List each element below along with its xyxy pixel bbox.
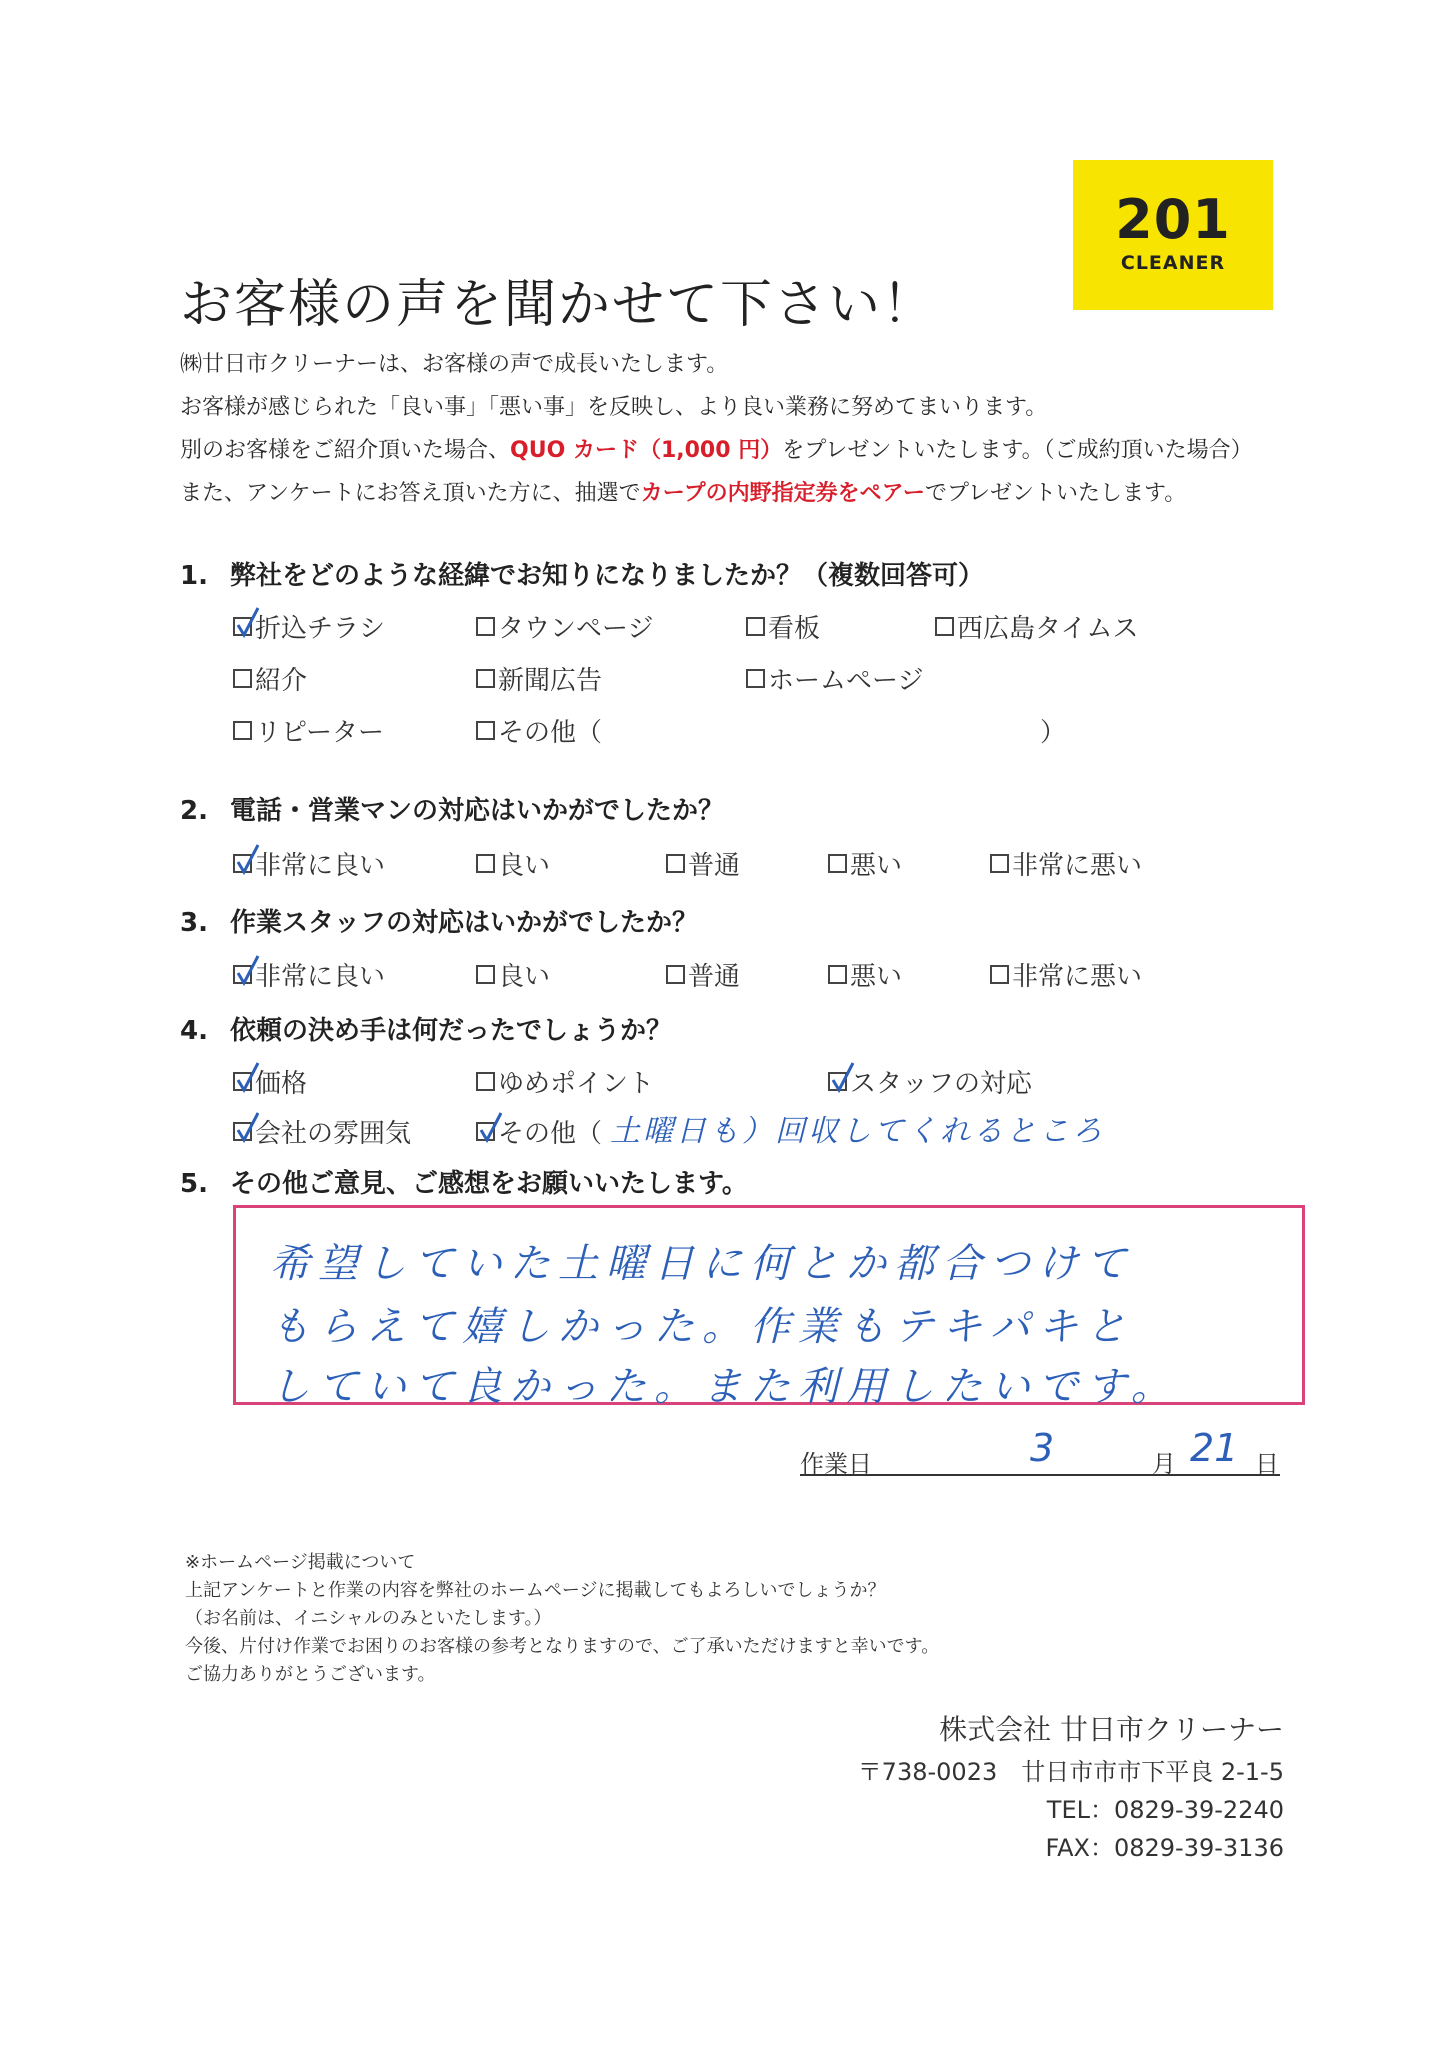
- check-mark-icon: [237, 955, 259, 985]
- checkbox-checked[interactable]: [233, 854, 252, 873]
- company-name: 株式会社 廿日市クリーナー: [939, 1713, 1284, 1746]
- option-label: その他（: [498, 718, 603, 748]
- checkbox-checked[interactable]: [233, 1122, 252, 1141]
- checkbox[interactable]: [666, 854, 685, 873]
- q1-option-shoukai[interactable]: [233, 660, 307, 697]
- option-label: 非常に悪い: [1012, 851, 1143, 881]
- question-5-text: その他ご意見、ご感想をお願いいたします。: [230, 1169, 748, 1199]
- logo-text: CLEANER: [1120, 252, 1226, 274]
- company-tel: TEL：0829-39-2240: [1046, 1796, 1284, 1824]
- q1-option-repeater[interactable]: [233, 712, 384, 749]
- q4-option-price[interactable]: [233, 1063, 307, 1100]
- intro-line-3: [180, 433, 1253, 464]
- q3-option-good[interactable]: [476, 956, 550, 993]
- work-date-label: 作業日: [800, 1450, 872, 1478]
- checkbox[interactable]: [233, 721, 252, 740]
- option-label: 看板: [768, 614, 821, 644]
- page-title: お客様の声を聞かせて下さい！: [180, 275, 937, 335]
- q2-option-bad[interactable]: [828, 845, 902, 882]
- option-label: 悪い: [850, 962, 903, 992]
- checkbox[interactable]: [828, 854, 847, 873]
- intro-line-4-b: でプレゼントいたします。: [924, 481, 1187, 506]
- q1-other-close-paren: ）: [1040, 718, 1067, 748]
- company-address: 〒738-0023 廿日市市市下平良 2-1-5: [857, 1758, 1284, 1786]
- option-label: 普通: [688, 851, 741, 881]
- check-mark-icon: [237, 1112, 259, 1142]
- option-label: 良い: [498, 851, 551, 881]
- question-3-text: 作業スタッフの対応はいかがでしたか？: [230, 908, 699, 938]
- logo-201-cleaner: [1073, 160, 1273, 310]
- option-label: 良い: [498, 962, 551, 992]
- q2-option-good[interactable]: [476, 845, 550, 882]
- q3-option-normal[interactable]: [666, 956, 740, 993]
- checkbox-checked[interactable]: [233, 617, 252, 636]
- q2-option-normal[interactable]: [666, 845, 740, 882]
- option-label: 非常に良い: [255, 962, 386, 992]
- intro-line-4: [180, 476, 1186, 507]
- option-label: 西広島タイムス: [957, 614, 1139, 644]
- q2-option-very-good[interactable]: [233, 845, 385, 882]
- question-1-number: 1.: [180, 561, 208, 591]
- question-3-number: 3.: [180, 908, 208, 938]
- option-label: 紹介: [255, 666, 308, 696]
- check-mark-icon: [480, 1112, 502, 1142]
- q4-option-yume-point[interactable]: [476, 1063, 654, 1100]
- intro-line-3-b: をプレゼントいたします。（ご成約頂いた場合）: [782, 438, 1253, 463]
- intro-line-1: ㈱廿日市クリーナーは、お客様の声で成長いたします。: [180, 352, 729, 377]
- intro-line-2: お客様が感じられた「良い事」「悪い事」を反映し、より良い業務に努めてまいります。: [180, 395, 1048, 420]
- option-label: ホームページ: [768, 666, 924, 696]
- work-date-month-label: 月: [1152, 1450, 1176, 1478]
- q3-option-very-bad[interactable]: [990, 956, 1142, 993]
- option-label: 折込チラシ: [255, 614, 386, 644]
- question-2-text: 電話・営業マンの対応はいかがでしたか？: [230, 796, 725, 826]
- check-mark-icon: [832, 1062, 854, 1092]
- question-4-number: 4.: [180, 1016, 208, 1046]
- note-line-3: （お名前は、イニシャルのみといたします。）: [185, 1608, 552, 1629]
- checkbox[interactable]: [828, 965, 847, 984]
- q3-option-very-good[interactable]: [233, 956, 385, 993]
- note-line-5: ご協力ありがとうございます。: [185, 1664, 436, 1685]
- question-1-text: 弊社をどのような経緯でお知りになりましたか？（複数回答可）: [230, 561, 985, 591]
- option-label: 非常に良い: [255, 851, 386, 881]
- option-label: 会社の雰囲気: [255, 1119, 412, 1149]
- checkbox[interactable]: [990, 965, 1009, 984]
- option-label: 価格: [255, 1069, 308, 1099]
- comment-line-1: 希望していた土曜日に何とか都合つけて: [270, 1241, 1134, 1287]
- question-4: [180, 1010, 672, 1047]
- carp-ticket-offer: カープの内野指定券をペアー: [640, 481, 925, 506]
- question-1: [180, 555, 984, 592]
- checkbox[interactable]: [746, 617, 765, 636]
- checkbox[interactable]: [476, 1072, 495, 1091]
- option-label: 非常に悪い: [1012, 962, 1143, 992]
- option-label: ゆめポイント: [498, 1069, 655, 1099]
- note-line-2: 上記アンケートと作業の内容を弊社のホームページに掲載してもよろしいでしょうか？: [185, 1580, 886, 1601]
- q1-option-kanban[interactable]: [746, 608, 820, 645]
- note-line-1: ※ホームページ掲載について: [185, 1552, 416, 1573]
- check-mark-icon: [237, 607, 259, 637]
- checkbox[interactable]: [746, 669, 765, 688]
- q1-option-townpage[interactable]: [476, 608, 653, 645]
- logo-number: 201: [1115, 188, 1231, 251]
- checkbox-checked[interactable]: [233, 965, 252, 984]
- checkbox[interactable]: [476, 721, 495, 740]
- checkbox-checked[interactable]: [828, 1072, 847, 1091]
- checkbox[interactable]: [476, 854, 495, 873]
- q1-option-orikomi[interactable]: [233, 608, 385, 645]
- q4-option-atmosphere[interactable]: [233, 1113, 411, 1150]
- work-date-day-label: 日: [1255, 1450, 1279, 1478]
- checkbox[interactable]: [476, 669, 495, 688]
- option-label: 新聞広告: [498, 666, 603, 696]
- question-3: [180, 902, 698, 939]
- comment-line-2: もらえて嬉しかった。作業もテキパキと: [270, 1304, 1134, 1350]
- q3-option-bad[interactable]: [828, 956, 902, 993]
- checkbox[interactable]: [476, 617, 495, 636]
- q4-option-staff[interactable]: [828, 1063, 1032, 1100]
- q4-other-handwritten-answer: 土曜日も）回収してくれるところ: [610, 1114, 1105, 1149]
- question-4-text: 依頼の決め手は何だったでしょうか？: [230, 1016, 673, 1046]
- option-label: タウンページ: [498, 614, 654, 644]
- option-label: 悪い: [850, 851, 903, 881]
- checkbox-checked[interactable]: [476, 1122, 495, 1141]
- question-2: [180, 790, 724, 827]
- work-date-field: [800, 1426, 1280, 1478]
- comment-line-3: していて良かった。また利用したいです。: [270, 1364, 1179, 1410]
- q4-option-other[interactable]: [476, 1113, 602, 1150]
- question-5: [180, 1163, 748, 1200]
- note-line-4: 今後、片付け作業でお困りのお客様の参考となりますので、ご了承いただけますと幸いです。: [185, 1636, 940, 1657]
- option-label: リピーター: [255, 718, 384, 748]
- work-date-day: 21: [1190, 1426, 1239, 1470]
- work-date-month: 3: [1030, 1426, 1055, 1470]
- checkbox[interactable]: [233, 669, 252, 688]
- checkbox[interactable]: [990, 854, 1009, 873]
- option-label: スタッフの対応: [850, 1069, 1033, 1099]
- quo-card-offer: QUO カード（1,000 円）: [510, 438, 783, 463]
- q1-option-other[interactable]: [476, 712, 602, 749]
- company-fax: FAX：0829-39-3136: [1045, 1834, 1284, 1862]
- option-label: 普通: [688, 962, 741, 992]
- checkbox[interactable]: [935, 617, 954, 636]
- checkbox[interactable]: [666, 965, 685, 984]
- check-mark-icon: [237, 844, 259, 874]
- checkbox-checked[interactable]: [233, 1072, 252, 1091]
- checkbox[interactable]: [476, 965, 495, 984]
- question-5-number: 5.: [180, 1169, 208, 1199]
- q1-option-newspaper[interactable]: [476, 660, 602, 697]
- intro-line-4-a: また、アンケートにお答え頂いた方に、抽選で: [180, 481, 641, 506]
- intro-line-3-a: 別のお客様をご紹介頂いた場合、: [180, 438, 511, 463]
- question-2-number: 2.: [180, 796, 208, 826]
- q1-option-nishihiroshima-times[interactable]: [935, 608, 1138, 645]
- q2-option-very-bad[interactable]: [990, 845, 1142, 882]
- option-label: その他（: [498, 1119, 603, 1149]
- check-mark-icon: [237, 1062, 259, 1092]
- q1-option-homepage[interactable]: [746, 660, 923, 697]
